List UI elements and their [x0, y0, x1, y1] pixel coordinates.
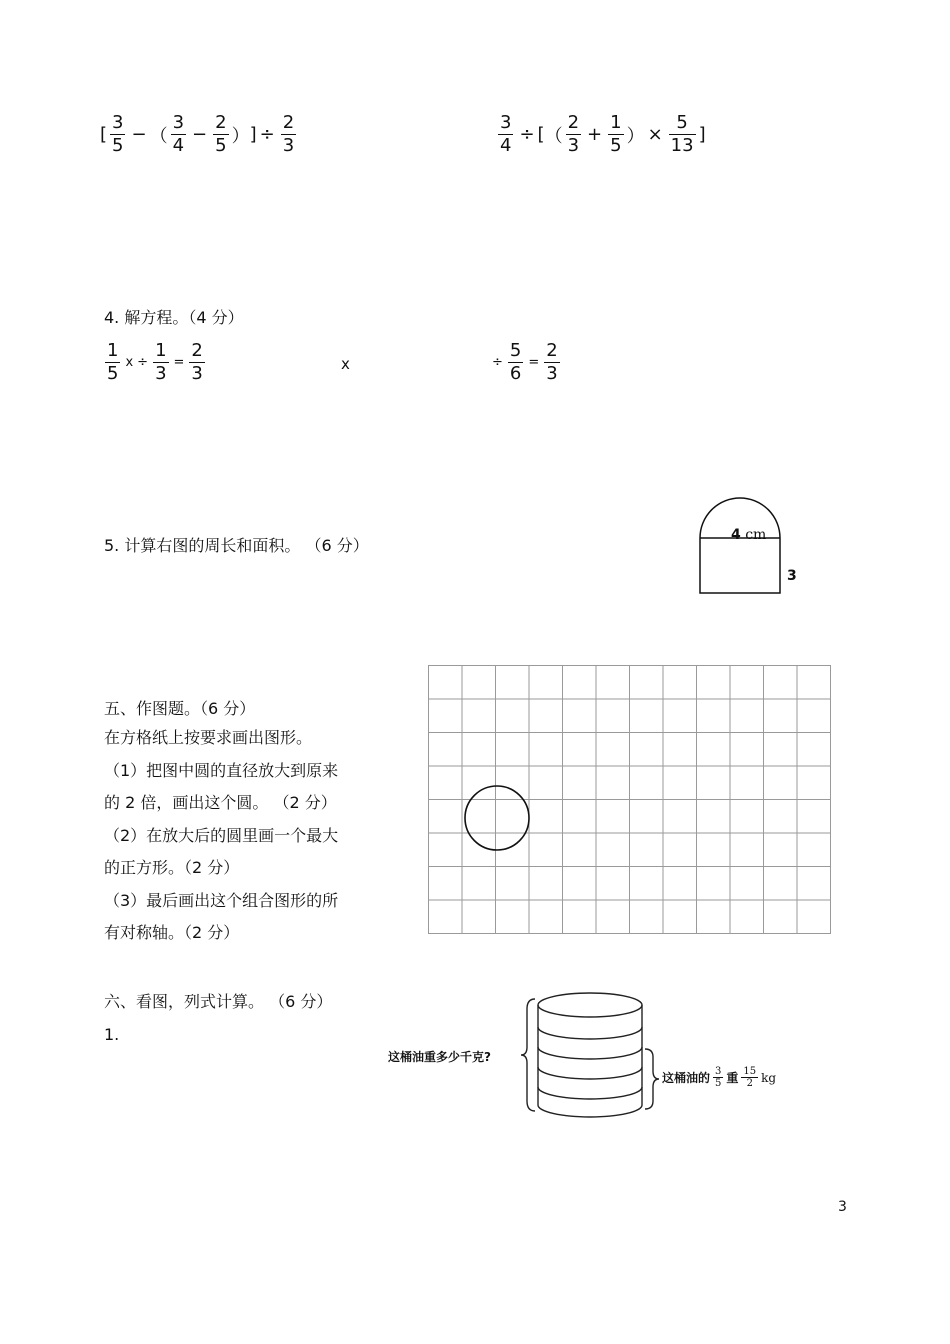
- minus-sign: −: [192, 124, 208, 145]
- small-circle: [460, 782, 534, 856]
- figure-width-label: 4 cm: [731, 527, 767, 543]
- fraction: $\frac{2}{3}$: [546, 340, 558, 384]
- instruction-line: （2）在放大后的圆里画一个最大: [104, 825, 339, 845]
- q4-equation-1: [102, 340, 208, 385]
- fraction: $\frac{1}{3}$: [155, 340, 167, 384]
- q4-equation-2-x: x: [341, 355, 350, 373]
- divide-sign: ÷: [137, 355, 149, 370]
- instruction-line: 在方格纸上按要求画出图形。: [104, 728, 313, 747]
- fraction: $\frac{3}{4}$: [172, 112, 185, 156]
- fraction: $\frac{1}{5}$: [610, 112, 622, 156]
- section5-title: 五、作图题。（6 分）: [104, 699, 256, 718]
- barrel-info-label: 这桶油的 $\frac{3}{5}$ 重 $\frac{15}{2}$ kg: [662, 1066, 777, 1089]
- q3-expression-1: [100, 112, 299, 157]
- paren-open: （: [544, 125, 563, 147]
- divide-sign: ÷: [519, 124, 535, 145]
- divide-sign: ÷: [492, 355, 503, 370]
- q4-equation-3: [490, 340, 563, 385]
- fraction: $\frac{5}{6}$: [509, 340, 522, 384]
- barrel-question-label: 这桶油重多少千克?: [388, 1050, 491, 1064]
- fraction: $\frac{2}{3}$: [282, 112, 295, 156]
- page-number: 3: [838, 1199, 847, 1215]
- equals-sign: =: [173, 355, 185, 370]
- variable-x: x: [125, 355, 134, 370]
- plus-sign: +: [587, 124, 603, 145]
- fraction: $\frac{5}{13}$: [670, 112, 694, 156]
- fraction: $\frac{2}{3}$: [191, 340, 203, 384]
- section5-instructions: [104, 722, 338, 950]
- bracket-close: ]: [249, 124, 257, 145]
- fraction: $\frac{15}{2}$: [743, 1066, 757, 1089]
- q4-title: 4. 解方程。（4 分）: [104, 308, 244, 327]
- fraction: $\frac{3}{4}$: [500, 112, 512, 156]
- divide-sign: ÷: [259, 124, 275, 145]
- bracket-open: [: [100, 124, 108, 145]
- q3-expression-2: [495, 112, 706, 157]
- bracket-close: ]: [698, 124, 706, 145]
- fraction: $\frac{3}{5}$: [715, 1066, 722, 1089]
- section6-title: 六、看图，列式计算。 （6 分）: [104, 992, 333, 1011]
- paren-open: （: [149, 125, 168, 147]
- equals-sign: =: [528, 355, 540, 370]
- instruction-line: （1）把图中圆的直径放大到原来: [104, 760, 339, 780]
- fraction: $\frac{2}{3}$: [567, 112, 580, 156]
- q5-title: 5. 计算右图的周长和面积。 （6 分）: [104, 536, 369, 555]
- minus-sign: −: [131, 124, 147, 145]
- instruction-line: 的正方形。（2 分）: [104, 858, 240, 877]
- paren-close: ）: [231, 125, 250, 147]
- figure-height-label: 3: [787, 568, 797, 584]
- fraction: $\frac{3}{5}$: [112, 112, 124, 156]
- section6-item-number: 1.: [104, 1025, 120, 1044]
- paren-close: ）: [626, 125, 645, 147]
- fraction: $\frac{1}{5}$: [107, 340, 119, 384]
- times-sign: ×: [647, 124, 663, 145]
- instruction-line: 有对称轴。（2 分）: [104, 923, 240, 942]
- instruction-line: （3）最后画出这个组合图形的所: [104, 890, 339, 910]
- instruction-line: 的 2 倍，画出这个圆。 （2 分）: [104, 793, 337, 812]
- oil-barrel-figure: [515, 985, 665, 1127]
- bracket-open: [: [537, 124, 545, 145]
- fraction: $\frac{2}{5}$: [215, 112, 227, 156]
